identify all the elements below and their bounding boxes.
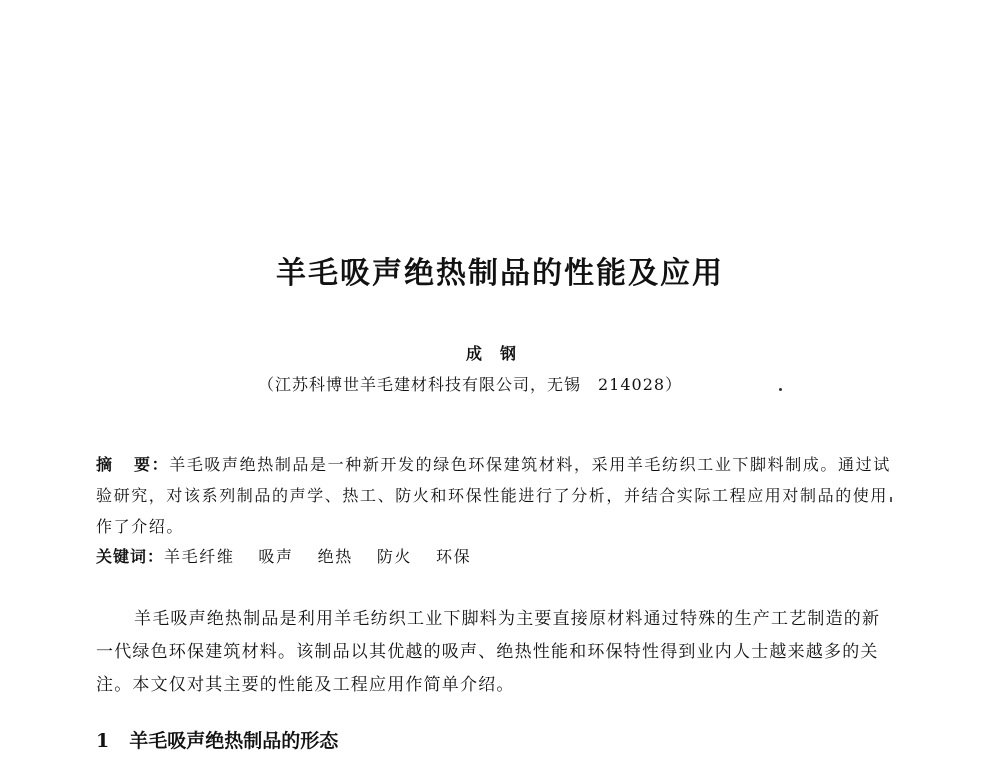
intro-paragraph: 羊毛吸声绝热制品是利用羊毛纺织工业下脚料为主要直接原材料通过特殊的生产工艺制造的新一代绿色环保建筑材料。该制品以其优越的吸声、绝热性能和环保特性得到业内人士越来越多的关注。本文仅对其主要的性能及工程应用作简单介绍。 — [96, 609, 881, 695]
abstract-text: 羊毛吸声绝热制品是一种新开发的绿色环保建筑材料，采用羊毛纺织工业下脚料制成。通过试验研究，对该系列制品的声学、热工、防火和环保性能进行了分析，并结合实际工程应用对制品的使用作了介绍。 — [96, 455, 891, 536]
keyword-item: 吸声 — [258, 547, 294, 566]
keyword-item: 绝热 — [317, 547, 353, 566]
keyword-item: 环保 — [436, 547, 472, 566]
author-name: 成钢 — [465, 344, 534, 363]
author-affiliation: （江苏科博世羊毛建材科技有限公司，无锡 214028） — [258, 375, 683, 394]
abstract-block — [96, 449, 896, 542]
section-heading — [96, 727, 338, 755]
keywords-line — [96, 545, 495, 569]
scan-tick-mark — [890, 497, 892, 502]
abstract-label-tail: 要： — [134, 455, 170, 474]
keyword-item: 防火 — [376, 547, 413, 566]
paper-title: 羊毛吸声绝热制品的性能及应用 — [276, 256, 724, 291]
abstract-label-head: 摘 — [96, 455, 135, 474]
keywords-label: 关键词： — [96, 547, 165, 566]
keyword-item: 羊毛纤维 — [164, 547, 235, 566]
scan-speck — [779, 388, 782, 391]
section-title: 羊毛吸声绝热制品的形态 — [129, 730, 339, 752]
section-number: 1 — [96, 730, 110, 752]
